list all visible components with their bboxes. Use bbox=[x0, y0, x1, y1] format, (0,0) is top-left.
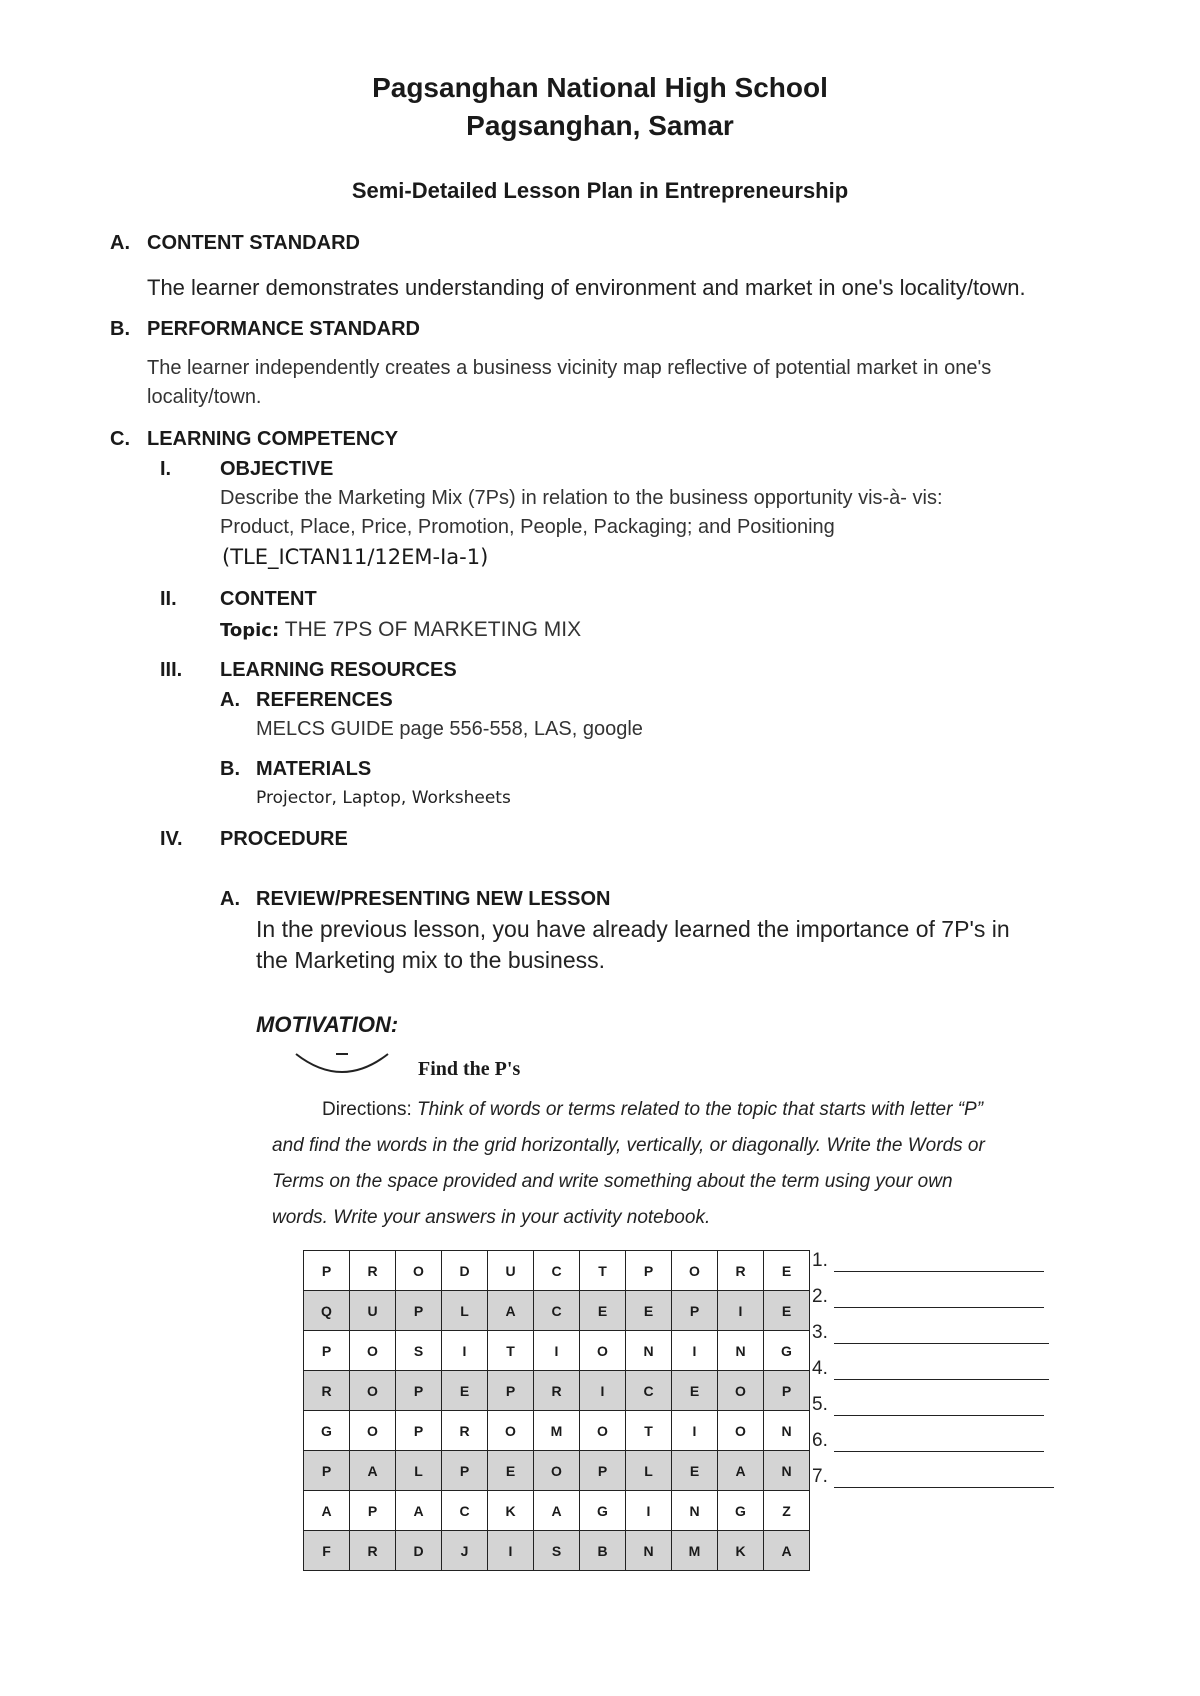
objective-numeral: I. bbox=[160, 458, 172, 480]
grid-cell: T bbox=[488, 1331, 534, 1371]
objective-title: OBJECTIVE bbox=[220, 458, 334, 480]
grid-cell: A bbox=[488, 1291, 534, 1331]
grid-row bbox=[304, 1491, 810, 1531]
grid-cell: S bbox=[534, 1531, 580, 1571]
procedure-numeral: IV. bbox=[160, 828, 183, 850]
section-c-letter: C. bbox=[110, 428, 130, 450]
directions-text-1: Think of words or terms related to the topic that starts with letter “P” bbox=[417, 1099, 984, 1120]
review-line2: the Marketing mix to the business. bbox=[256, 947, 605, 973]
grid-row bbox=[304, 1291, 810, 1331]
document-subtitle: Semi-Detailed Lesson Plan in Entrepreneurship bbox=[351, 178, 849, 203]
answer-line[interactable] bbox=[834, 1469, 1054, 1488]
topic-label: Topic: bbox=[220, 620, 280, 641]
section-b-title: PERFORMANCE STANDARD bbox=[147, 318, 420, 340]
grid-cell: L bbox=[442, 1291, 488, 1331]
answer-line[interactable] bbox=[834, 1433, 1044, 1452]
grid-cell: I bbox=[718, 1291, 764, 1331]
grid-cell: R bbox=[442, 1411, 488, 1451]
grid-row bbox=[304, 1531, 810, 1571]
directions-line-1 bbox=[272, 1092, 1062, 1128]
grid-cell: U bbox=[350, 1291, 396, 1331]
section-a-text: The learner demonstrates understanding of environment and market in one's locality/town. bbox=[147, 275, 1026, 300]
directions-block bbox=[272, 1092, 1062, 1236]
grid-cell: I bbox=[672, 1331, 718, 1371]
directions-text-4: words. Write your answers in your activity notebook. bbox=[272, 1207, 711, 1228]
grid-cell: P bbox=[672, 1291, 718, 1331]
answer-item bbox=[812, 1394, 1054, 1430]
grid-cell: M bbox=[534, 1411, 580, 1451]
grid-cell: N bbox=[764, 1411, 810, 1451]
materials-text: Projector, Laptop, Worksheets bbox=[256, 788, 511, 808]
grid-row bbox=[304, 1451, 810, 1491]
answer-line[interactable] bbox=[834, 1289, 1044, 1308]
grid-cell: L bbox=[396, 1451, 442, 1491]
section-b-line1: The learner independently creates a business vicinity map reflective of potential market in one's bbox=[147, 357, 992, 379]
materials-title: MATERIALS bbox=[256, 758, 372, 780]
answer-line[interactable] bbox=[834, 1253, 1044, 1272]
grid-cell: C bbox=[442, 1491, 488, 1531]
answer-number: 2. bbox=[812, 1286, 828, 1307]
grid-cell: J bbox=[442, 1531, 488, 1571]
grid-row bbox=[304, 1251, 810, 1291]
grid-cell: I bbox=[534, 1331, 580, 1371]
grid-cell: C bbox=[534, 1291, 580, 1331]
answer-item bbox=[812, 1322, 1054, 1358]
grid-cell: O bbox=[350, 1371, 396, 1411]
grid-cell: N bbox=[626, 1331, 672, 1371]
content-topic-row bbox=[220, 618, 581, 642]
answer-item bbox=[812, 1358, 1054, 1394]
grid-cell: R bbox=[350, 1531, 396, 1571]
answer-line[interactable] bbox=[834, 1361, 1049, 1380]
grid-cell: U bbox=[488, 1251, 534, 1291]
grid-cell: R bbox=[534, 1371, 580, 1411]
grid-cell: G bbox=[718, 1491, 764, 1531]
grid-cell: O bbox=[580, 1331, 626, 1371]
grid-cell: A bbox=[718, 1451, 764, 1491]
grid-cell: E bbox=[672, 1451, 718, 1491]
directions-line-2 bbox=[272, 1128, 1062, 1164]
references-title: REFERENCES bbox=[256, 689, 393, 711]
grid-cell: O bbox=[350, 1331, 396, 1371]
grid-cell: M bbox=[672, 1531, 718, 1571]
grid-cell: Z bbox=[764, 1491, 810, 1531]
review-title: REVIEW/PRESENTING NEW LESSON bbox=[256, 888, 611, 910]
objective-code: (TLE_ICTAN11/12EM-Ia-1) bbox=[222, 545, 489, 569]
objective-line2: Product, Place, Price, Promotion, People, Packaging; and Positioning bbox=[220, 516, 835, 538]
grid-cell: E bbox=[626, 1291, 672, 1331]
directions-text-3: Terms on the space provided and write something about the term using your own bbox=[272, 1171, 953, 1192]
grid-cell: O bbox=[488, 1411, 534, 1451]
grid-cell: O bbox=[350, 1411, 396, 1451]
content-numeral: II. bbox=[160, 588, 177, 610]
answer-number: 1. bbox=[812, 1250, 828, 1271]
grid-cell: T bbox=[626, 1411, 672, 1451]
grid-cell: N bbox=[718, 1331, 764, 1371]
references-text: MELCS GUIDE page 556-558, LAS, google bbox=[256, 718, 643, 740]
answer-number: 5. bbox=[812, 1394, 828, 1415]
grid-cell: P bbox=[442, 1451, 488, 1491]
decorative-arc bbox=[292, 1048, 392, 1082]
school-name: Pagsanghan National High School bbox=[372, 72, 828, 103]
answer-number: 4. bbox=[812, 1358, 828, 1379]
answer-number: 3. bbox=[812, 1322, 828, 1343]
grid-cell: O bbox=[396, 1251, 442, 1291]
grid-cell: K bbox=[718, 1531, 764, 1571]
grid-cell: E bbox=[580, 1291, 626, 1331]
grid-cell: R bbox=[304, 1371, 350, 1411]
grid-cell: P bbox=[626, 1251, 672, 1291]
school-location: Pagsanghan, Samar bbox=[466, 110, 734, 141]
objective-line1: Describe the Marketing Mix (7Ps) in relation to the business opportunity vis-à- vis: bbox=[220, 487, 943, 509]
grid-cell: I bbox=[488, 1531, 534, 1571]
grid-cell: O bbox=[718, 1411, 764, 1451]
grid-cell: P bbox=[396, 1371, 442, 1411]
directions-line-4 bbox=[272, 1200, 1062, 1236]
grid-cell: P bbox=[488, 1371, 534, 1411]
answer-line[interactable] bbox=[834, 1325, 1049, 1344]
grid-cell: L bbox=[626, 1451, 672, 1491]
grid-cell: E bbox=[442, 1371, 488, 1411]
grid-cell: P bbox=[350, 1491, 396, 1531]
review-letter: A. bbox=[220, 888, 240, 910]
grid-cell: N bbox=[764, 1451, 810, 1491]
section-b-line2: locality/town. bbox=[147, 386, 262, 408]
grid-cell: O bbox=[580, 1411, 626, 1451]
references-letter: A. bbox=[220, 689, 240, 711]
grid-cell: I bbox=[442, 1331, 488, 1371]
grid-cell: P bbox=[396, 1411, 442, 1451]
grid-cell: N bbox=[626, 1531, 672, 1571]
grid-cell: E bbox=[672, 1371, 718, 1411]
grid-cell: P bbox=[304, 1451, 350, 1491]
resources-numeral: III. bbox=[160, 659, 183, 681]
grid-cell: P bbox=[304, 1331, 350, 1371]
motivation-heading: MOTIVATION: bbox=[256, 1012, 399, 1037]
activity-title: Find the P's bbox=[418, 1058, 521, 1080]
answer-item bbox=[812, 1466, 1054, 1502]
word-search-grid bbox=[303, 1250, 810, 1571]
grid-row bbox=[304, 1371, 810, 1411]
grid-cell: G bbox=[580, 1491, 626, 1531]
grid-cell: E bbox=[488, 1451, 534, 1491]
grid-cell: B bbox=[580, 1531, 626, 1571]
grid-cell: P bbox=[304, 1251, 350, 1291]
answer-list bbox=[812, 1250, 1054, 1502]
section-c-title: LEARNING COMPETENCY bbox=[147, 428, 399, 450]
directions-text-2: and find the words in the grid horizontally, vertically, or diagonally. Write the Words or bbox=[272, 1135, 985, 1156]
topic-text: THE 7PS OF MARKETING MIX bbox=[284, 618, 582, 641]
answer-number: 6. bbox=[812, 1430, 828, 1451]
grid-cell: A bbox=[396, 1491, 442, 1531]
section-b-letter: B. bbox=[110, 318, 130, 340]
grid-cell: G bbox=[764, 1331, 810, 1371]
grid-cell: A bbox=[534, 1491, 580, 1531]
answer-item bbox=[812, 1430, 1054, 1466]
grid-cell: P bbox=[396, 1291, 442, 1331]
answer-item bbox=[812, 1286, 1054, 1322]
grid-cell: D bbox=[396, 1531, 442, 1571]
grid-cell: C bbox=[534, 1251, 580, 1291]
grid-cell: O bbox=[718, 1371, 764, 1411]
materials-letter: B. bbox=[220, 758, 240, 780]
grid-cell: D bbox=[442, 1251, 488, 1291]
grid-cell: C bbox=[626, 1371, 672, 1411]
procedure-title: PROCEDURE bbox=[220, 828, 348, 850]
answer-line[interactable] bbox=[834, 1397, 1044, 1416]
grid-cell: A bbox=[764, 1531, 810, 1571]
grid-cell: G bbox=[304, 1411, 350, 1451]
grid-cell: K bbox=[488, 1491, 534, 1531]
grid-cell: O bbox=[672, 1251, 718, 1291]
grid-row bbox=[304, 1411, 810, 1451]
grid-row bbox=[304, 1331, 810, 1371]
directions-line-3 bbox=[272, 1164, 1062, 1200]
grid-cell: R bbox=[718, 1251, 764, 1291]
grid-cell: P bbox=[580, 1451, 626, 1491]
answer-item bbox=[812, 1250, 1054, 1286]
grid-cell: T bbox=[580, 1251, 626, 1291]
section-a-title: CONTENT STANDARD bbox=[147, 232, 360, 254]
resources-title: LEARNING RESOURCES bbox=[220, 659, 457, 681]
grid-cell: E bbox=[764, 1291, 810, 1331]
grid-cell: O bbox=[534, 1451, 580, 1491]
grid-cell: N bbox=[672, 1491, 718, 1531]
grid-cell: I bbox=[580, 1371, 626, 1411]
grid-cell: Q bbox=[304, 1291, 350, 1331]
answer-number: 7. bbox=[812, 1466, 828, 1487]
grid-cell: I bbox=[672, 1411, 718, 1451]
directions-label: Directions: bbox=[322, 1099, 412, 1120]
review-line1: In the previous lesson, you have already learned the importance of 7P's in bbox=[256, 916, 1010, 942]
grid-cell: S bbox=[396, 1331, 442, 1371]
grid-cell: I bbox=[626, 1491, 672, 1531]
grid-cell: E bbox=[764, 1251, 810, 1291]
content-title: CONTENT bbox=[220, 588, 317, 610]
grid-cell: F bbox=[304, 1531, 350, 1571]
section-a-letter: A. bbox=[110, 232, 130, 254]
grid-cell: R bbox=[350, 1251, 396, 1291]
grid-cell: P bbox=[764, 1371, 810, 1411]
grid-cell: A bbox=[350, 1451, 396, 1491]
grid-cell: A bbox=[304, 1491, 350, 1531]
